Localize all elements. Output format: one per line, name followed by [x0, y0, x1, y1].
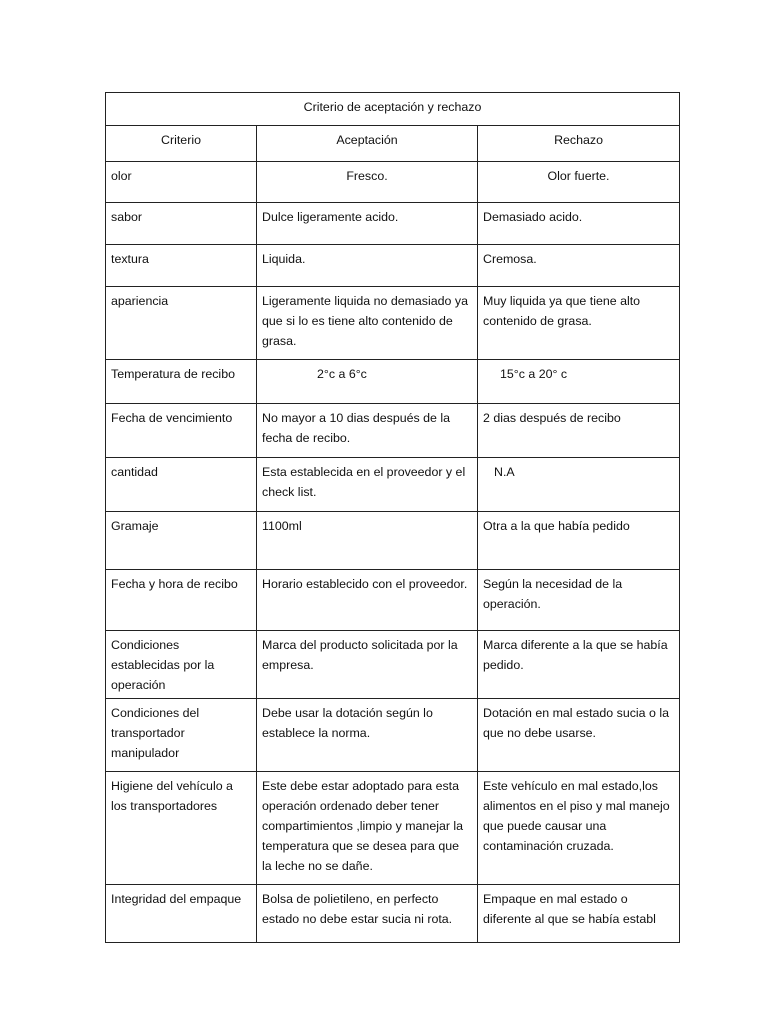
cell-rechazo: Olor fuerte. [478, 162, 680, 203]
cell-criterio: olor [106, 162, 257, 203]
cell-criterio: Gramaje [106, 512, 257, 570]
cell-rechazo: Demasiado acido. [478, 203, 680, 245]
cell-aceptacion: 1100ml [257, 512, 478, 570]
cell-aceptacion: 2°c a 6°c [257, 360, 478, 404]
cell-aceptacion: No mayor a 10 dias después de la fecha de recibo. [257, 404, 478, 458]
table-row [106, 885, 680, 943]
cell-aceptacion: Ligeramente liquida no demasiado ya que si lo es tiene alto contenido de grasa. [257, 287, 478, 360]
cell-rechazo: Según la necesidad de la operación. [478, 570, 680, 631]
table-row [106, 203, 680, 245]
cell-rechazo: Otra a la que había pedido [478, 512, 680, 570]
cell-aceptacion: Horario establecido con el proveedor. [257, 570, 478, 631]
table-row [106, 772, 680, 885]
header-criterio: Criterio [106, 126, 257, 162]
cell-criterio: sabor [106, 203, 257, 245]
cell-aceptacion: Dulce ligeramente acido. [257, 203, 478, 245]
cell-aceptacion: Debe usar la dotación según lo establece la norma. [257, 699, 478, 772]
cell-criterio: Condiciones del transportador manipulador [106, 699, 257, 772]
cell-criterio: Higiene del vehículo a los transportadores [106, 772, 257, 885]
cell-criterio: Condiciones establecidas por la operación [106, 631, 257, 699]
table-row [106, 512, 680, 570]
table-row [106, 570, 680, 631]
table-row [106, 360, 680, 404]
table-row [106, 245, 680, 287]
table-header-row [106, 126, 680, 162]
cell-rechazo: Empaque en mal estado o diferente al que se había establ [478, 885, 680, 943]
table-row [106, 404, 680, 458]
table-title: Criterio de aceptación y rechazo [106, 93, 680, 126]
cell-criterio: Integridad del empaque [106, 885, 257, 943]
cell-rechazo: 2 dias después de recibo [478, 404, 680, 458]
cell-criterio: Fecha de vencimiento [106, 404, 257, 458]
cell-aceptacion: Marca del producto solicitada por la empresa. [257, 631, 478, 699]
cell-aceptacion: Esta establecida en el proveedor y el check list. [257, 458, 478, 512]
table-row [106, 287, 680, 360]
cell-rechazo: Cremosa. [478, 245, 680, 287]
criteria-table [105, 92, 680, 943]
cell-rechazo: Muy liquida ya que tiene alto contenido de grasa. [478, 287, 680, 360]
cell-criterio: cantidad [106, 458, 257, 512]
cell-criterio: Fecha y hora de recibo [106, 570, 257, 631]
cell-rechazo: Marca diferente a la que se había pedido. [478, 631, 680, 699]
cell-criterio: textura [106, 245, 257, 287]
cell-aceptacion: Fresco. [257, 162, 478, 203]
table-row [106, 162, 680, 203]
cell-rechazo: Este vehículo en mal estado,los alimentos en el piso y mal manejo que puede causar una contaminación cruzada. [478, 772, 680, 885]
cell-aceptacion: Este debe estar adoptado para esta operación ordenado deber tener compartimientos ,limpio y manejar la temperatura que se desea para que la leche no se dañe. [257, 772, 478, 885]
table-row [106, 699, 680, 772]
cell-aceptacion: Bolsa de polietileno, en perfecto estado no debe estar sucia ni rota. [257, 885, 478, 943]
header-rechazo: Rechazo [478, 126, 680, 162]
cell-rechazo: Dotación en mal estado sucia o la que no debe usarse. [478, 699, 680, 772]
cell-rechazo: 15°c a 20° c [478, 360, 680, 404]
table-title-row [106, 93, 680, 126]
cell-rechazo: N.A [478, 458, 680, 512]
cell-criterio: Temperatura de recibo [106, 360, 257, 404]
table-row [106, 458, 680, 512]
cell-aceptacion: Liquida. [257, 245, 478, 287]
cell-criterio: apariencia [106, 287, 257, 360]
table-row [106, 631, 680, 699]
header-aceptacion: Aceptación [257, 126, 478, 162]
